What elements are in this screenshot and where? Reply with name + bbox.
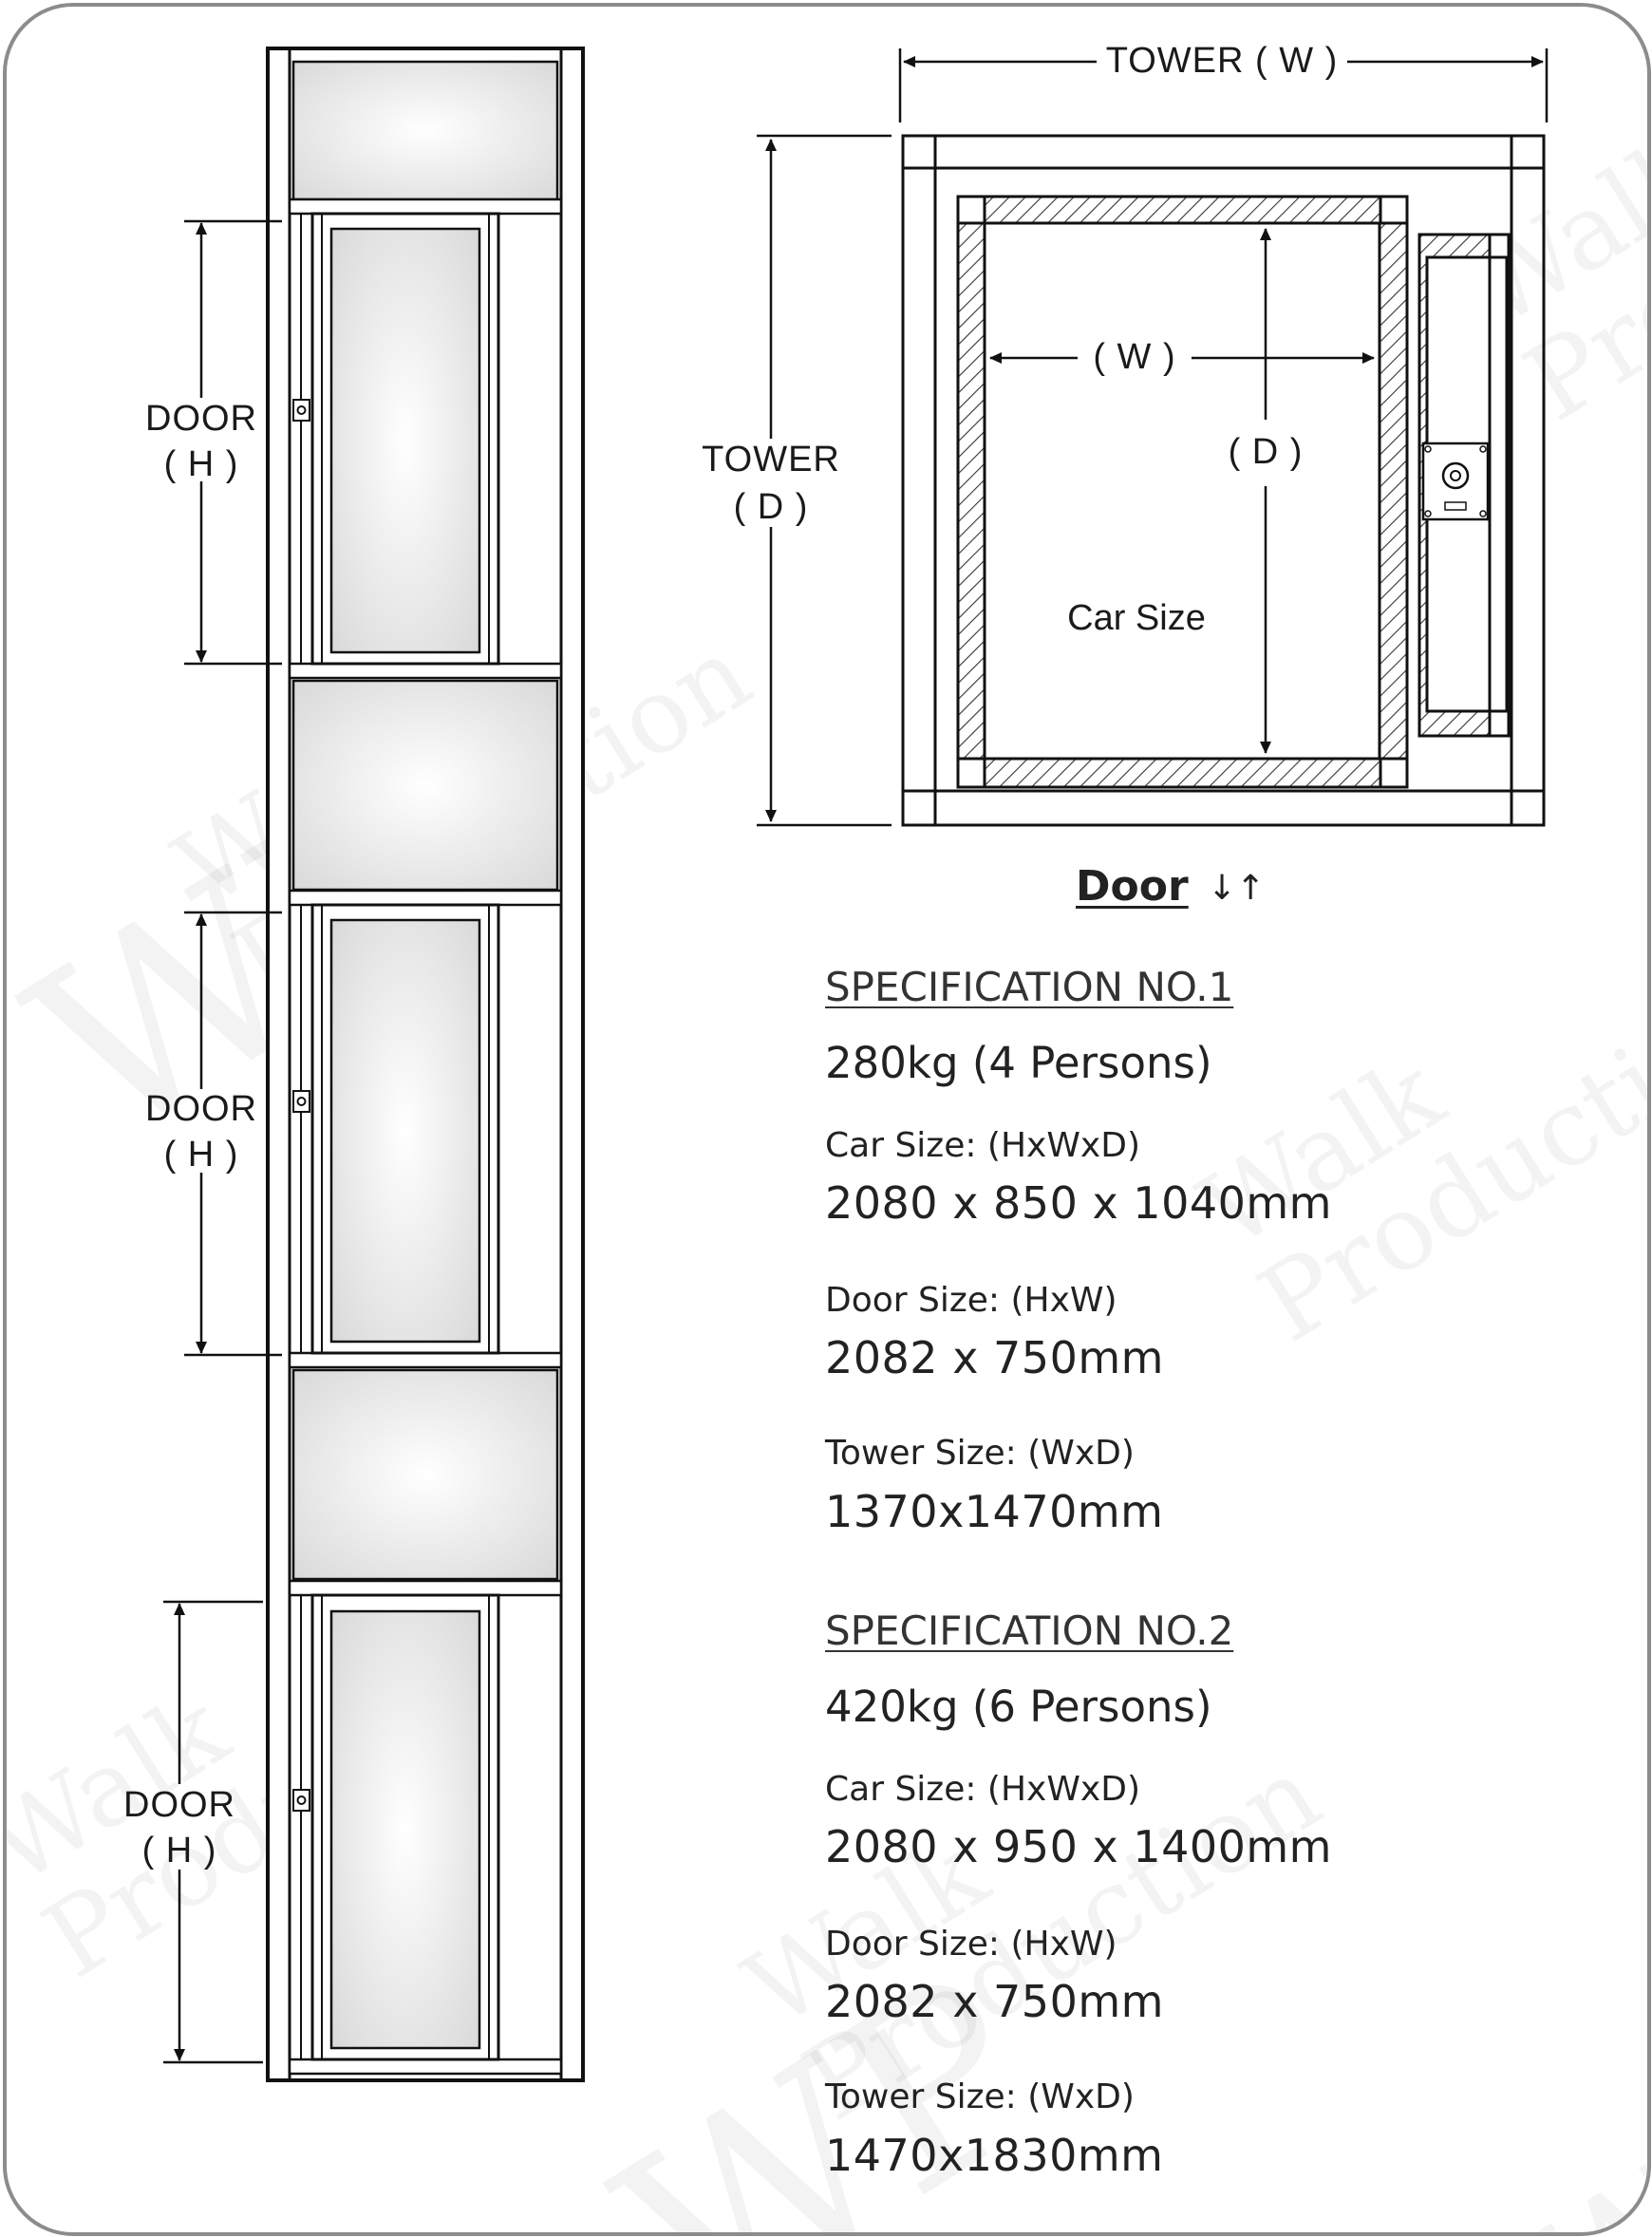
spec-1-capacity: 280kg (4 Persons) [825,1038,1212,1088]
spec-1-title: SPECIFICATION NO.1 [825,964,1234,1010]
spec-2-tower-size-label: Tower Size: (WxD) [825,2077,1135,2116]
spec-2-capacity: 420kg (6 Persons) [825,1682,1212,1732]
drawing-card [3,3,1651,2236]
spec-2-title: SPECIFICATION NO.2 [825,1607,1234,1654]
spec-2-door-size: 2082 x 750mm [825,1976,1164,2027]
transom-panel [290,664,561,905]
tower-width-label: TOWER ( W ) [1105,41,1339,81]
spec-1-car-size: 2080 x 850 x 1040mm [825,1177,1332,1229]
tower-plan [757,48,1547,825]
door-height-label: DOOR ( H ) [145,399,257,484]
car-size-label: Car Size [1067,598,1206,638]
door-direction-label: Door [1076,862,1189,911]
spec-1-car-size-label: Car Size: (HxWxD) [825,1126,1140,1165]
transom-panel [290,62,561,214]
spec-1-door-size-label: Door Size: (HxW) [825,1281,1117,1320]
car-cabin [958,197,1407,787]
transom-panel [290,1353,561,1595]
spec-2-tower-size: 1470x1830mm [825,2130,1164,2181]
car-width-label: ( W ) [1093,337,1176,377]
spec-2-car-size-label: Car Size: (HxWxD) [825,1770,1140,1809]
spec-1-door-size: 2082 x 750mm [825,1332,1164,1383]
door-direction-arrows-icon: ↓↑ [1208,869,1266,908]
spec-1-tower-size-label: Tower Size: (WxD) [825,1434,1135,1473]
door-height-label: DOOR ( H ) [145,1089,257,1175]
spec-2-door-size-label: Door Size: (HxW) [825,1925,1117,1964]
door-height-label: DOOR ( H ) [123,1785,235,1870]
drive-unit [1419,235,1509,736]
tower-elevation [163,48,583,2080]
spec-2-car-size: 2080 x 950 x 1400mm [825,1821,1332,1872]
spec-1-tower-size: 1370x1470mm [825,1486,1164,1537]
car-depth-label: ( D ) [1228,432,1304,472]
tower-depth-label: TOWER ( D ) [702,440,840,527]
